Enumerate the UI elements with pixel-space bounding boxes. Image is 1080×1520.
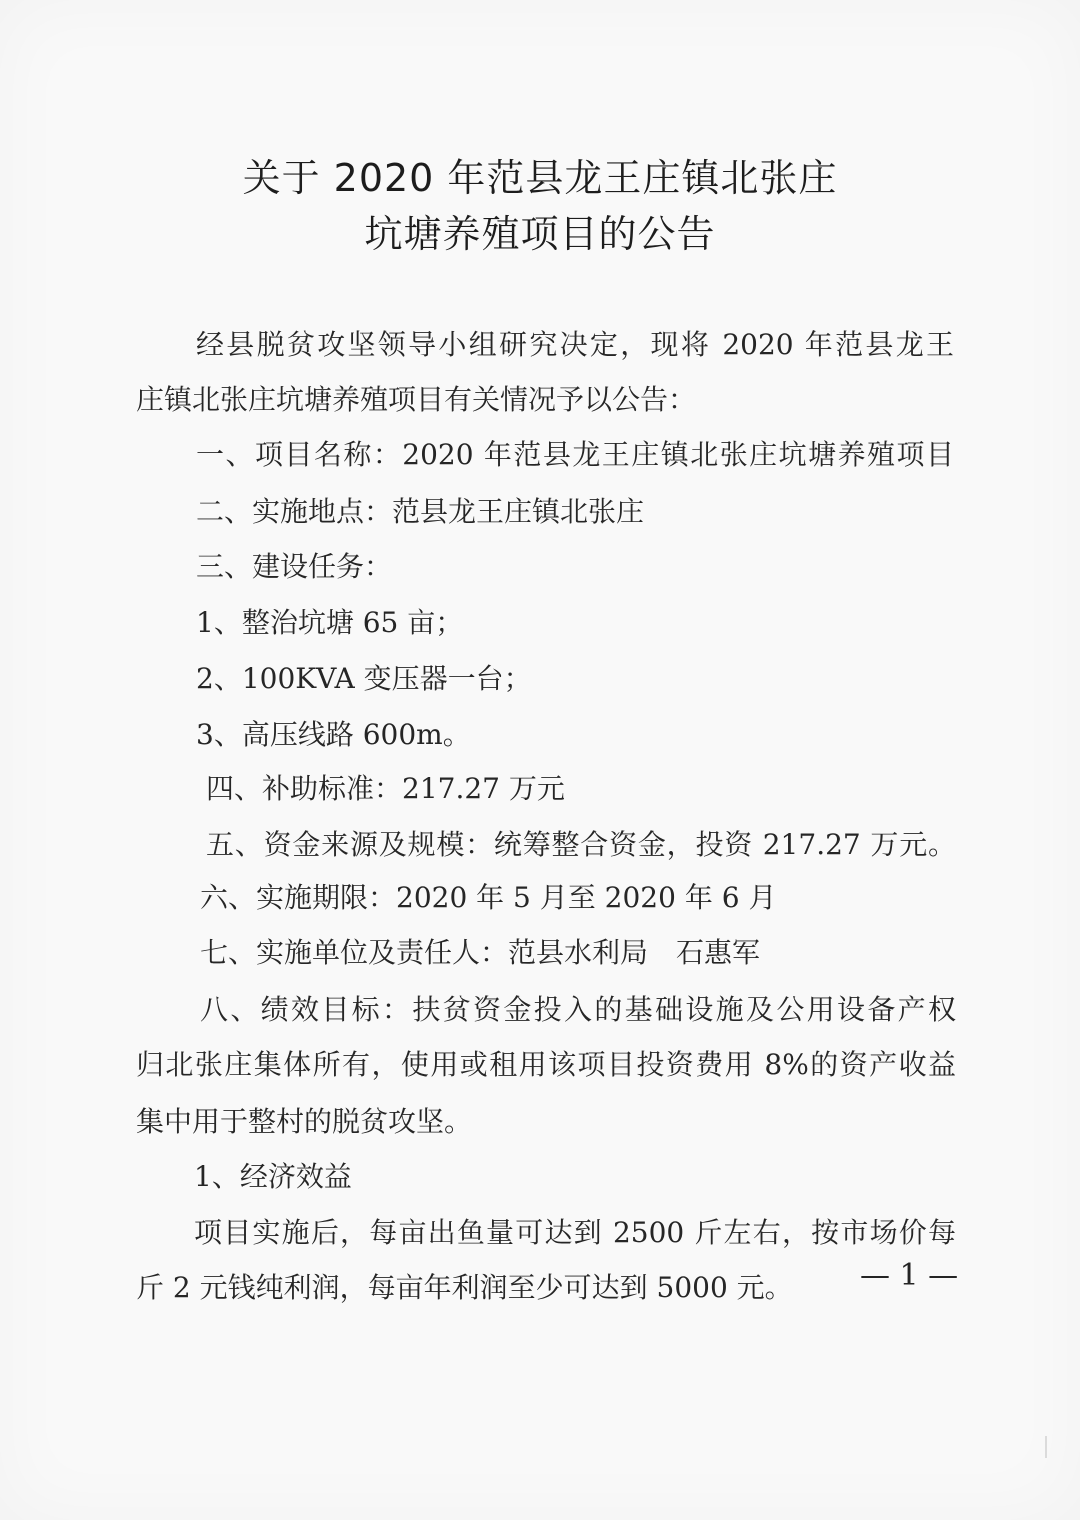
task-3: 3、高压线路 600m。 (196, 718, 471, 751)
economic-benefit-line-1: 项目实施后，每亩出鱼量可达到 2500 斤左右，按市场价每 (194, 1216, 956, 1249)
intro-line-1: 经县脱贫攻坚领导小组研究决定，现将 2020 年范县龙王 (196, 328, 954, 361)
item-location: 二、实施地点：范县龙王庄镇北张庄 (196, 495, 645, 528)
document-title (0, 150, 1080, 262)
item-responsible-unit: 七、实施单位及责任人：范县水利局 石惠军 (200, 936, 761, 969)
task-2: 2、100KVA 变压器一台； (196, 662, 532, 695)
economic-benefit-line-2: 斤 2 元钱纯利润，每亩年利润至少可达到 5000 元。 (136, 1271, 793, 1304)
page-number: — 1 — (860, 1258, 959, 1293)
item-project-name: 一、项目名称：2020 年范县龙王庄镇北张庄坑塘养殖项目 (196, 438, 954, 471)
intro-line-2: 庄镇北张庄坑塘养殖项目有关情况予以公告： (136, 383, 697, 416)
item-performance-goal-line-2: 归北张庄集体所有，使用或租用该项目投资费用 8%的资产收益 (136, 1048, 956, 1081)
title-line-1: 关于 2020 年范县龙王庄镇北张庄 (242, 156, 838, 200)
item-performance-goal-line-1: 八、绩效目标：扶贫资金投入的基础设施及公用设备产权 (200, 993, 956, 1026)
title-line-2: 坑塘养殖项目的公告 (364, 212, 716, 256)
item-implementation-period: 六、实施期限：2020 年 5 月至 2020 年 6 月 (200, 881, 777, 914)
item-performance-goal-line-3: 集中用于整村的脱贫攻坚。 (136, 1105, 473, 1138)
item-construction-tasks: 三、建设任务： (196, 550, 393, 583)
item-subsidy-standard: 四、补助标准：217.27 万元 (206, 772, 565, 805)
task-1: 1、整治坑塘 65 亩； (196, 606, 464, 639)
item-funding-source: 五、资金来源及规模：统筹整合资金，投资 217.27 万元。 (206, 828, 956, 861)
subheading-economic-benefit: 1、经济效益 (194, 1160, 352, 1193)
scan-mark (1045, 1436, 1047, 1458)
